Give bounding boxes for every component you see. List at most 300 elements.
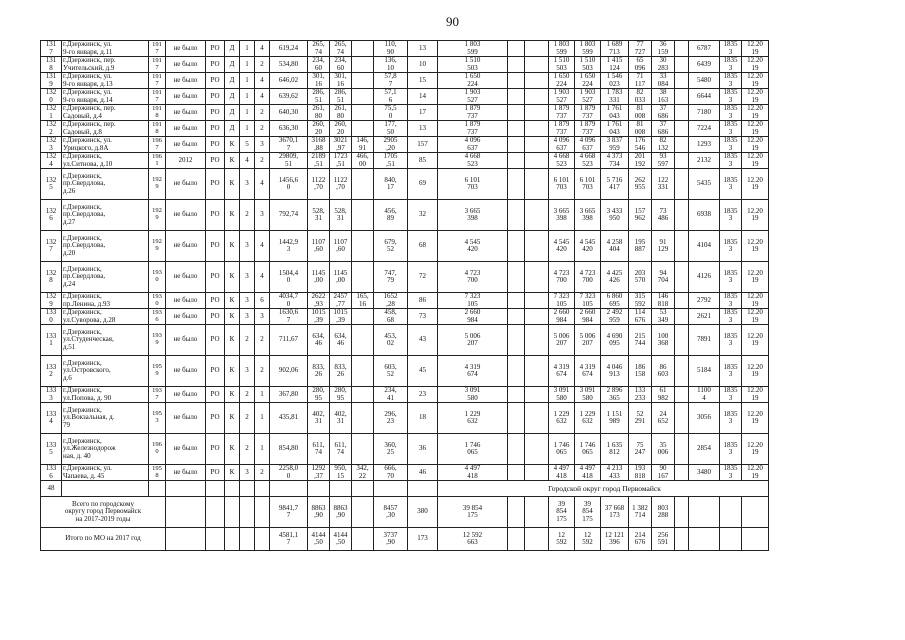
cell-deadline: 12.20 19 [742, 403, 769, 434]
cell-recognized-date: не было [166, 57, 206, 73]
cell-total-cost: 2 660 984 [438, 309, 508, 325]
cell-living-municipal: 3021 ,97 [330, 137, 352, 153]
cell-fund-federal: 1 151 989 [601, 403, 629, 434]
cell-empty [352, 528, 374, 551]
cell-resettle-area: 360, 25 [374, 434, 408, 465]
table-row [41, 387, 769, 403]
cell-fund-local: 37 686 [652, 105, 675, 121]
cell-floors: 2 [240, 387, 255, 403]
cell-fund-oblast: 215 744 [629, 325, 652, 356]
cell-deadline: 12.20 19 [742, 41, 769, 57]
cell-floors: 1 [240, 73, 255, 89]
cell-fund-local: 36 159 [652, 41, 675, 57]
cell-total-cost: 1 229 632 [438, 403, 508, 434]
cell-total-area: 619,24 [270, 41, 308, 57]
cell-program-area: 3056 [689, 403, 720, 434]
cell-fund-total: 4 497 418 [549, 465, 575, 481]
cell-living-area: 4144 ,50 [308, 528, 330, 551]
cell-blank-a [508, 325, 525, 356]
cell-norm-price: 1835 3 [720, 325, 742, 356]
cell-recognized-date: не было [166, 262, 206, 293]
cell-fund-local: 803 288 [652, 497, 675, 528]
cell-fund-federal: 37 668 173 [601, 497, 629, 528]
cell-empty [742, 528, 769, 551]
cell-recognized-date: не было [166, 387, 206, 403]
cell-address: г.Дзержинск, пер. Садовый, д.8 [62, 121, 149, 137]
cell-resident-count: 157 [408, 137, 438, 153]
cell-blank-c [675, 231, 689, 262]
cell-fund-local: 90 167 [652, 465, 675, 481]
cell-recognized-date: не было [166, 73, 206, 89]
cell-resident-count: 10 [408, 57, 438, 73]
cell-blank-a [508, 153, 525, 169]
cell-address: г.Дзержинск, ул.Железнодорож ная, д. 40 [62, 434, 149, 465]
cell-year-built: 193 0 [149, 262, 166, 293]
cell-house-type: Д [225, 41, 240, 57]
cell-address: г.Дзержинск, ул. Урицкого, д.8А [62, 137, 149, 153]
cell-total-cost: 4 668 523 [438, 153, 508, 169]
cell-resident-count: 32 [408, 200, 438, 231]
cell-deadline: 12.20 19 [742, 200, 769, 231]
cell-norm-price: 1835 3 [720, 434, 742, 465]
cell-norm-price: 1835 3 [720, 153, 742, 169]
cell-fund-oblast: 52 291 [629, 403, 652, 434]
cell-living-area: 611, 74 [308, 434, 330, 465]
cell-norm-price: 1835 3 [720, 465, 742, 481]
cell-norm-price: 1835 3 [720, 262, 742, 293]
cell-fund-federal: 6 860 695 [601, 293, 629, 309]
cell-doc-type: РО [206, 231, 225, 262]
cell-entrances: 1 [255, 403, 270, 434]
cell-row-num: 132 6 [41, 200, 62, 231]
cell-floors: 1 [240, 57, 255, 73]
cell-recognized-date: не было [166, 325, 206, 356]
cell-house-type: Д [225, 105, 240, 121]
cell-floors: 3 [240, 309, 255, 325]
cell-doc-type: РО [206, 293, 225, 309]
cell-empty [270, 481, 308, 497]
cell-resettle-area: 177, 50 [374, 121, 408, 137]
cell-address: г.Дзержинск, пр.Свердлова, д.20 [62, 231, 149, 262]
cell-fund-total: 4 545 420 [549, 231, 575, 262]
cell-living-area: 1015 ,39 [308, 309, 330, 325]
cell-deadline: 12.20 19 [742, 57, 769, 73]
cell-recognized-date: не было [166, 465, 206, 481]
cell-empty [525, 528, 549, 551]
cell-fund-total: 39 854 175 [549, 497, 575, 528]
cell-fund-oblast: 201 192 [629, 153, 652, 169]
cell-floors: 1 [240, 41, 255, 57]
cell-empty [240, 497, 255, 528]
cell-entrances: 2 [255, 153, 270, 169]
cell-norm-price: 1835 3 [720, 73, 742, 89]
cell-fund-total: 1 510 503 [549, 57, 575, 73]
cell-total-area: 367,80 [270, 387, 308, 403]
cell-fund-federal: 4 690 095 [601, 325, 629, 356]
cell-resettle-area: 666, 70 [374, 465, 408, 481]
cell-fund-oblast: 82 033 [629, 89, 652, 105]
cell-blank-b [525, 73, 549, 89]
cell-total-cost: 7 323 105 [438, 293, 508, 309]
cell-row-num: 133 0 [41, 309, 62, 325]
cell-address: г.Дзержинск, ул. 9-го января, д.11 [62, 41, 149, 57]
cell-deadline: 12.20 19 [742, 231, 769, 262]
cell-year-built: 191 7 [149, 41, 166, 57]
cell-blank-a [508, 293, 525, 309]
cell-empty [374, 481, 408, 497]
cell-year-built: 195 8 [149, 465, 166, 481]
cell-year-built: 191 8 [149, 105, 166, 121]
cell-blank-b [525, 89, 549, 105]
cell-program-area: 6439 [689, 57, 720, 73]
totals-label: Всего по городскому округу город Первомайск на 2017-2019 годы [41, 497, 166, 528]
cell-resident-count: 15 [408, 73, 438, 89]
cell-fund-oblast: 315 592 [629, 293, 652, 309]
cell-blank-c [675, 121, 689, 137]
section-row [41, 481, 769, 497]
cell-floors: 3 [240, 293, 255, 309]
cell-fund-total: 1 879 737 [549, 105, 575, 121]
cell-norm-price: 1835 3 [720, 105, 742, 121]
cell-fund-local: 33 084 [652, 73, 675, 89]
cell-address: г.Дзержинск, пр.Ленина, д.93 [62, 293, 149, 309]
cell-address: г.Дзержинск, ул. 9-го января, д.14 [62, 89, 149, 105]
cell-resettle-area: 456, 89 [374, 200, 408, 231]
cell-fund-total: 3 665 398 [549, 200, 575, 231]
cell-year-built: 191 7 [149, 73, 166, 89]
cell-floors: 3 [240, 169, 255, 200]
cell-doc-type: РО [206, 89, 225, 105]
cell-blank-a [508, 434, 525, 465]
cell-empty [508, 497, 525, 528]
cell-living-private [352, 387, 374, 403]
cell-floors: 1 [240, 105, 255, 121]
cell-floors: 3 [240, 356, 255, 387]
cell-fund-local: 53 349 [652, 309, 675, 325]
cell-entrances: 1 [255, 387, 270, 403]
table-row [41, 41, 769, 57]
cell-year-built: 195 3 [149, 403, 166, 434]
cell-fund-local: 256 591 [652, 528, 675, 551]
cell-program-area: 5480 [689, 73, 720, 89]
cell-resettle-area: 57,8 7 [374, 73, 408, 89]
cell-fund-federal: 2 492 959 [601, 309, 629, 325]
cell-address: г.Дзержинск, пер. Садовый, д.4 [62, 105, 149, 121]
cell-empty [166, 481, 206, 497]
cell-year-built: 191 7 [149, 57, 166, 73]
table-row [41, 121, 769, 137]
cell-total-area: 711,67 [270, 325, 308, 356]
table-row [41, 465, 769, 481]
cell-year-built: 192 9 [149, 231, 166, 262]
cell-empty [255, 481, 270, 497]
cell-blank-c [675, 387, 689, 403]
cell-resident-count: 18 [408, 403, 438, 434]
cell-total-cost: 1 903 527 [438, 89, 508, 105]
cell-blank-b [525, 293, 549, 309]
cell-living-area: 2189 ,51 [308, 153, 330, 169]
cell-total-area: 3670,1 7 [270, 137, 308, 153]
cell-house-type: Д [225, 73, 240, 89]
cell-program-area: 3480 [689, 465, 720, 481]
cell-blank-c [675, 137, 689, 153]
cell-fund-region: 12 592 [575, 528, 601, 551]
cell-living-municipal: 4144 ,50 [330, 528, 352, 551]
cell-address: г.Дзержинск, пер. Учительский, д.9 [62, 57, 149, 73]
cell-recognized-date: не было [166, 200, 206, 231]
cell-entrances: 6 [255, 293, 270, 309]
cell-entrances: 4 [255, 231, 270, 262]
cell-fund-region: 1 803 599 [575, 41, 601, 57]
cell-blank-a [508, 309, 525, 325]
cell-empty [255, 497, 270, 528]
cell-entrances: 2 [255, 465, 270, 481]
cell-living-area: 833, 26 [308, 356, 330, 387]
cell-blank-b [525, 262, 549, 293]
cell-resident-count: 23 [408, 387, 438, 403]
cell-fund-oblast: 133 233 [629, 387, 652, 403]
totals-row [41, 528, 769, 551]
cell-blank-c [675, 262, 689, 293]
cell-resettle-area: 840, 17 [374, 169, 408, 200]
cell-living-private [352, 403, 374, 434]
cell-fund-local: 146 818 [652, 293, 675, 309]
cell-blank-a [508, 41, 525, 57]
cell-blank-c [675, 465, 689, 481]
cell-fund-oblast: 81 008 [629, 121, 652, 137]
cell-resident-count: 380 [408, 497, 438, 528]
cell-norm-price: 1835 3 [720, 309, 742, 325]
cell-fund-region: 1 510 503 [575, 57, 601, 73]
cell-row-num: 132 7 [41, 231, 62, 262]
cell-living-municipal: 402, 31 [330, 403, 352, 434]
cell-resident-count: 173 [408, 528, 438, 551]
cell-total-cost: 3 665 398 [438, 200, 508, 231]
cell-blank-b [525, 169, 549, 200]
cell-total-cost: 3 091 580 [438, 387, 508, 403]
cell-living-private: 146, 91 [352, 137, 374, 153]
cell-doc-type: РО [206, 137, 225, 153]
cell-total-area: 1630,6 7 [270, 309, 308, 325]
cell-entrances: 4 [255, 169, 270, 200]
cell-blank-c [675, 41, 689, 57]
page-number: 90 [446, 14, 459, 29]
cell-empty [206, 528, 225, 551]
cell-blank-c [675, 325, 689, 356]
cell-blank-a [508, 105, 525, 121]
cell-fund-local: 93 597 [652, 153, 675, 169]
cell-fund-oblast: 262 955 [629, 169, 652, 200]
cell-fund-region: 2 660 984 [575, 309, 601, 325]
cell-fund-federal: 1 415 124 [601, 57, 629, 73]
cell-fund-local: 91 129 [652, 231, 675, 262]
cell-deadline: 12.20 19 [742, 293, 769, 309]
cell-total-area: 4581,1 7 [270, 528, 308, 551]
cell-row-num: 132 4 [41, 153, 62, 169]
cell-living-municipal: 528, 31 [330, 200, 352, 231]
cell-living-area: 260, 20 [308, 121, 330, 137]
cell-total-area: 4034,7 0 [270, 293, 308, 309]
cell-living-municipal: 1723 ,51 [330, 153, 352, 169]
cell-row-num: 132 1 [41, 105, 62, 121]
totals-label: Итого по МО на 2017 год [41, 528, 166, 551]
cell-deadline: 12.20 19 [742, 89, 769, 105]
cell-fund-local: 61 982 [652, 387, 675, 403]
cell-fund-region: 4 545 420 [575, 231, 601, 262]
cell-house-type: К [225, 434, 240, 465]
cell-resident-count: 43 [408, 325, 438, 356]
cell-total-area: 2258,0 0 [270, 465, 308, 481]
cell-blank-a [508, 387, 525, 403]
cell-entrances: 2 [255, 57, 270, 73]
cell-doc-type: РО [206, 41, 225, 57]
table-row [41, 153, 769, 169]
cell-total-cost: 4 723 700 [438, 262, 508, 293]
cell-empty [330, 481, 352, 497]
cell-empty [689, 528, 720, 551]
cell-entrances: 4 [255, 41, 270, 57]
cell-blank-c [675, 57, 689, 73]
cell-empty [225, 528, 240, 551]
cell-row-num: 132 9 [41, 293, 62, 309]
cell-year-built: 191 8 [149, 121, 166, 137]
cell-resident-count: 13 [408, 121, 438, 137]
cell-fund-federal: 1 761 043 [601, 121, 629, 137]
cell-blank-a [508, 465, 525, 481]
cell-fund-federal: 1 783 331 [601, 89, 629, 105]
cell-doc-type: РО [206, 105, 225, 121]
cell-living-private [352, 41, 374, 57]
cell-blank-a [508, 262, 525, 293]
cell-resident-count: 36 [408, 434, 438, 465]
cell-total-cost: 1 746 065 [438, 434, 508, 465]
cell-deadline: 12.20 19 [742, 137, 769, 153]
cell-entrances: 3 [255, 137, 270, 153]
cell-fund-region: 4 723 700 [575, 262, 601, 293]
cell-floors: 5 [240, 137, 255, 153]
cell-fund-federal: 4 373 734 [601, 153, 629, 169]
cell-living-municipal: 2457 ,77 [330, 293, 352, 309]
cell-doc-type: РО [206, 356, 225, 387]
cell-blank-b [525, 105, 549, 121]
cell-blank-a [508, 121, 525, 137]
cell-house-type: К [225, 387, 240, 403]
cell-floors: 1 [240, 89, 255, 105]
cell-resident-count: 85 [408, 153, 438, 169]
cell-fund-local: 30 283 [652, 57, 675, 73]
cell-total-cost: 4 545 420 [438, 231, 508, 262]
cell-address: г.Дзержинск, ул.Попова, д. 90 [62, 387, 149, 403]
cell-fund-region: 39 854 175 [575, 497, 601, 528]
cell-entrances: 3 [255, 200, 270, 231]
cell-total-area: 854,80 [270, 434, 308, 465]
cell-row-num: 131 9 [41, 73, 62, 89]
cell-living-area: 301, 16 [308, 73, 330, 89]
cell-fund-federal: 1 635 812 [601, 434, 629, 465]
table-row [41, 262, 769, 293]
cell-program-area: 6938 [689, 200, 720, 231]
cell-blank-b [525, 403, 549, 434]
cell-living-private [352, 262, 374, 293]
cell-living-area: 528, 31 [308, 200, 330, 231]
cell-house-type: К [225, 153, 240, 169]
cell-recognized-date: не было [166, 137, 206, 153]
cell-empty [675, 528, 689, 551]
cell-empty [525, 497, 549, 528]
cell-doc-type: РО [206, 169, 225, 200]
cell-fund-oblast: 176 546 [629, 137, 652, 153]
cell-fund-federal: 4 425 426 [601, 262, 629, 293]
cell-empty [166, 528, 206, 551]
table-row [41, 325, 769, 356]
cell-empty [720, 528, 742, 551]
table-row [41, 105, 769, 121]
cell-fund-oblast: 193 818 [629, 465, 652, 481]
cell-living-municipal: 1122 ,70 [330, 169, 352, 200]
cell-program-area: 5184 [689, 356, 720, 387]
cell-resident-count: 86 [408, 293, 438, 309]
cell-empty [352, 497, 374, 528]
cell-blank-c [675, 105, 689, 121]
cell-blank-b [525, 434, 549, 465]
cell-fund-federal: 2 896 365 [601, 387, 629, 403]
table-row [41, 309, 769, 325]
cell-house-type: К [225, 403, 240, 434]
cell-fund-region: 3 091 580 [575, 387, 601, 403]
cell-resettle-area: 453, 02 [374, 325, 408, 356]
cell-living-area: 8863 ,90 [308, 497, 330, 528]
cell-total-cost: 1 879 737 [438, 121, 508, 137]
cell-program-area: 7180 [689, 105, 720, 121]
cell-doc-type: РО [206, 262, 225, 293]
cell-blank-a [508, 231, 525, 262]
cell-fund-oblast: 114 676 [629, 309, 652, 325]
cell-house-type: Д [225, 89, 240, 105]
cell-address: г.Дзержинск, пр.Свердлова, д.27 [62, 200, 149, 231]
cell-total-cost: 1 879 737 [438, 105, 508, 121]
cell-fund-total: 12 592 [549, 528, 575, 551]
cell-norm-price: 1835 3 [720, 387, 742, 403]
cell-program-area: 7224 [689, 121, 720, 137]
cell-living-area: 402, 31 [308, 403, 330, 434]
cell-year-built: 196 1 [149, 153, 166, 169]
cell-recognized-date: не было [166, 41, 206, 57]
cell-doc-type: РО [206, 387, 225, 403]
cell-house-type: К [225, 169, 240, 200]
cell-living-area: 634, 46 [308, 325, 330, 356]
cell-deadline: 12.20 19 [742, 325, 769, 356]
cell-resettle-area: 458, 68 [374, 309, 408, 325]
cell-row-num: 132 8 [41, 262, 62, 293]
cell-entrances: 4 [255, 89, 270, 105]
cell-total-cost: 39 854 175 [438, 497, 508, 528]
cell-address: г.Дзержинск, ул.Ситнова, д.10 [62, 153, 149, 169]
cell-fund-total: 1 803 599 [549, 41, 575, 57]
cell-deadline: 12.20 19 [742, 309, 769, 325]
cell-living-private [352, 231, 374, 262]
cell-fund-oblast: 71 117 [629, 73, 652, 89]
cell-blank-b [525, 465, 549, 481]
cell-living-private: 342, 22 [352, 465, 374, 481]
cell-empty [240, 528, 255, 551]
cell-fund-region: 4 319 674 [575, 356, 601, 387]
cell-fund-local: 86 603 [652, 356, 675, 387]
cell-deadline: 12.20 19 [742, 121, 769, 137]
cell-program-area: 6644 [689, 89, 720, 105]
cell-row-num: 131 7 [41, 41, 62, 57]
cell-living-municipal: 265, 74 [330, 41, 352, 57]
cell-resettle-area: 1652 ,28 [374, 293, 408, 309]
